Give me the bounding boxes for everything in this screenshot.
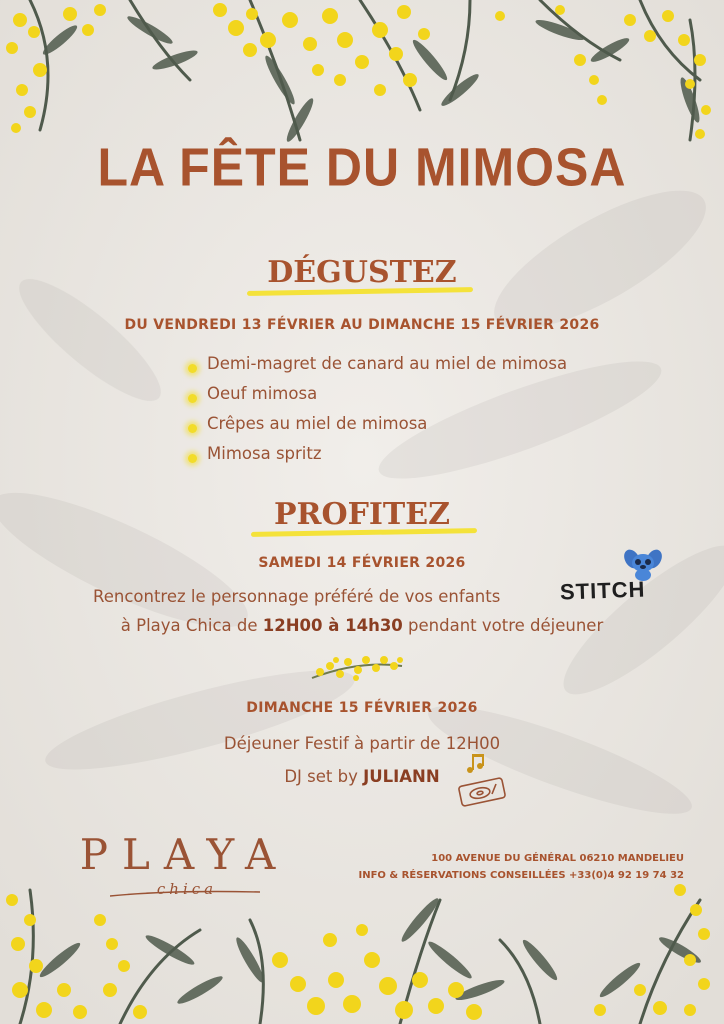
degustez-heading: DÉGUSTEZ — [267, 255, 457, 290]
dj-name: JULIANN — [363, 767, 440, 786]
brand-logo: PLAYA — [79, 830, 290, 879]
day1-line1: Rencontrez le personnage préféré de vos enfants — [93, 587, 501, 606]
brand-subtitle: chica — [156, 880, 218, 898]
day2-line1: Déjeuner Festif à partir de 12H00 — [223, 734, 501, 753]
bullet-icon — [188, 394, 197, 403]
contact-info: INFO & RÉSERVATIONS CONSEILLÉES +33(0)4 92 19 74 32 — [358, 870, 684, 881]
menu-item: Oeuf mimosa — [207, 384, 318, 403]
degustez-dates: DU VENDREDI 13 FÉVRIER AU DIMANCHE 15 FÉVRIER 2026 — [124, 317, 600, 333]
bullet-icon — [188, 454, 197, 463]
bullet-icon — [188, 364, 197, 373]
day1-time-start: 12H00 — [262, 616, 323, 635]
day2-line2-pre: DJ set by — [284, 767, 364, 786]
turntable-icon — [456, 752, 512, 808]
day2-line2 — [0, 767, 724, 786]
menu-item: Mimosa spritz — [207, 444, 322, 463]
menu-item: Demi-magret de canard au miel de mimosa — [207, 354, 568, 373]
stitch-logo: STITCH — [559, 576, 646, 605]
bullet-icon — [188, 424, 197, 433]
day1-time-end: 14h30 — [345, 616, 403, 635]
address: 100 AVENUE DU GÉNÉRAL 06210 MANDELIEU — [431, 853, 684, 864]
day1-line2-post: pendant votre déjeuner — [402, 616, 604, 635]
day2-date: DIMANCHE 15 FÉVRIER 2026 — [246, 700, 478, 716]
day1-line2 — [0, 616, 724, 635]
day1-date: SAMEDI 14 FÉVRIER 2026 — [258, 555, 466, 571]
day1-line2-pre: à Playa Chica de — [120, 616, 263, 635]
page-title: LA FÊTE DU MIMOSA — [97, 136, 627, 198]
menu-item: Crêpes au miel de mimosa — [207, 414, 428, 433]
day1-time-mid: à — [322, 616, 346, 635]
profitez-heading: PROFITEZ — [273, 497, 451, 532]
